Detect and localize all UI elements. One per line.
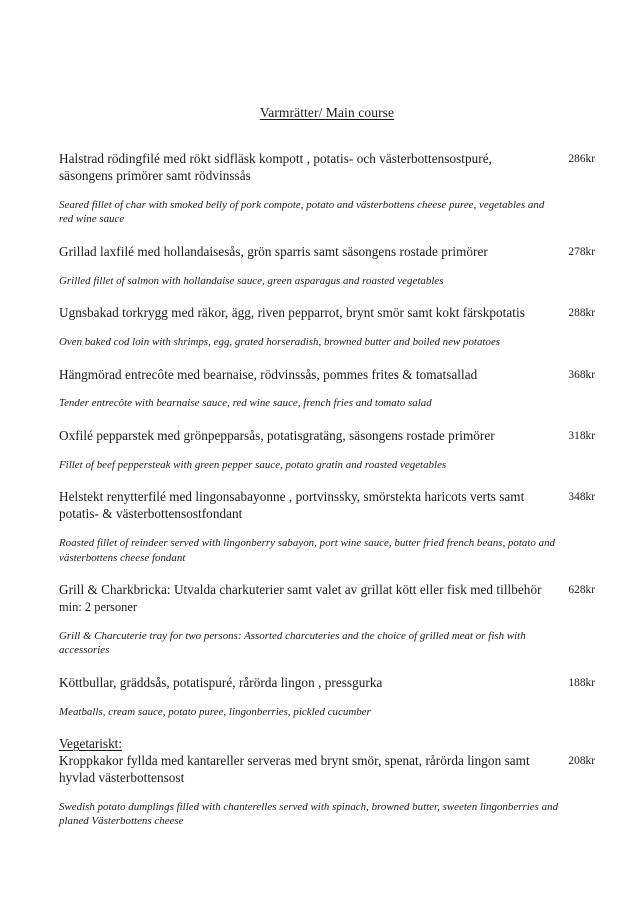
menu-item: [59, 675, 595, 719]
menu-item-name: Grill & Charkbricka: Utvalda charkuterier samt valet av grillat kött eller fisk med tillbehör: [59, 582, 542, 598]
menu-item-price: 286kr: [568, 153, 595, 165]
menu-item-description: Swedish potato dumplings filled with chanterelles served with spinach, browned butter, sweeten lingonberries and planed Västerbottens cheese: [59, 800, 559, 828]
menu-item-subnote: min: 2 personer: [59, 600, 138, 615]
menu-item-description: Fillet of beef peppersteak with green pepper sauce, potato gratin and roasted vegetables: [59, 458, 447, 471]
menu-item-description: Roasted fillet of reindeer served with lingonberry sabayon, port wine sauce, butter fried french beans, potato and västerbottens cheese fondant: [59, 537, 556, 564]
menu-item-name: Halstrad rödingfilé med rökt sidfläsk kompott , potatis- och västerbottensostpuré, säsongens primörer samt rödvinssås: [59, 151, 492, 183]
menu-item-name: Oxfilé pepparstek med grönpepparsås, potatisgratäng, säsongens rostade primörer: [59, 427, 495, 443]
menu-item-header: [59, 428, 595, 445]
menu-item-header: [59, 753, 595, 787]
menu-item-header: [59, 582, 595, 599]
menu-item-header: [59, 151, 595, 185]
menu-item: [59, 305, 595, 349]
menu-item-price: 278kr: [568, 245, 595, 258]
menu-item-price: 368kr: [568, 368, 595, 381]
menu-item-name: Ugnsbakad torkrygg med räkor, ägg, riven pepparrot, brynt smör samt kokt färskpotatis: [59, 305, 525, 321]
menu-item: [59, 489, 595, 565]
menu-item-price: 348kr: [568, 491, 595, 504]
menu-item: [59, 367, 595, 411]
menu-item-name: Grillad laxfilé med hollandaisesås, grön sparris samt säsongens rostade primörer: [59, 243, 488, 259]
menu-item-header: [59, 367, 595, 384]
menu-item-description: Grill & Charcuterie tray for two persons: Assorted charcuteries and the choice of grilled meat or fish with accessories: [59, 629, 526, 657]
menu-item-price: 288kr: [568, 307, 595, 320]
menu-item-price: 208kr: [568, 755, 595, 768]
menu-item-price: 318kr: [568, 429, 595, 442]
menu-item-price: 188kr: [568, 676, 595, 689]
menu-item: [59, 736, 595, 829]
menu-item: [59, 428, 595, 472]
page-title: Varmrätter/ Main course: [259, 105, 395, 120]
menu-item: [59, 151, 595, 227]
menu-item-description: Meatballs, cream sauce, potato puree, lingonberries, pickled cucumber: [59, 705, 371, 718]
menu-item-header: [59, 305, 595, 322]
menu-item-description: Seared fillet of char with smoked belly of pork compote, potato and västerbottens cheese puree, vegetables and red wine sauce: [59, 198, 545, 226]
menu-item-name: Kroppkakor fyllda med kantareller serveras med brynt smör, spenat, rårörda lingon samt hyvlad västerbottensost: [59, 753, 530, 785]
menu-item-description: Oven baked cod loin with shrimps, egg, grated horseradish, browned butter and boiled new potatoes: [59, 336, 501, 349]
menu-item-list: [59, 151, 595, 829]
menu-item: [59, 582, 595, 658]
menu-item: [59, 244, 595, 288]
menu-item-description: Tender entrecôte with bearnaise sauce, red wine sauce, french fries and tomato salad: [59, 397, 432, 410]
menu-section-label: Vegetariskt:: [59, 736, 122, 752]
menu-item-price: 628kr: [568, 584, 595, 597]
menu-item-name: Hängmörad entrecôte med bearnaise, rödvinssås, pommes frites & tomatsallad: [59, 366, 478, 382]
menu-item-description: Grilled fillet of salmon with hollandaise sauce, green asparagus and roasted vegetables: [59, 274, 444, 287]
menu-item-header: [59, 675, 595, 692]
menu-item-header: [59, 489, 595, 523]
menu-item-header: [59, 244, 595, 261]
menu-item-name: Helstekt renytterfilé med lingonsabayonne , portvinssky, smörstekta haricots verts samt potatis- & västerbottensostfondant: [59, 489, 525, 522]
menu-item-name: Köttbullar, gräddsås, potatispuré, rårörda lingon , pressgurka: [59, 674, 383, 690]
